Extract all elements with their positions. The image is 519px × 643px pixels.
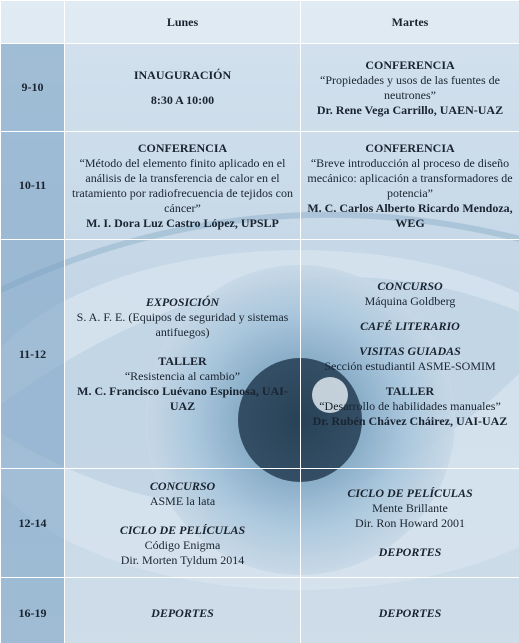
event-title: DEPORTES <box>378 605 442 620</box>
event-speaker: Dr. Rene Vega Carrillo, UAEN-UAZ <box>316 102 504 117</box>
event-title: CONFERENCIA <box>365 57 455 72</box>
monday-cell <box>65 469 301 578</box>
table-row <box>1 240 519 469</box>
event-title: EXPOSICIÓN <box>145 294 220 309</box>
event-description: S. A. F. E. (Equipos de seguridad y sistemas antifuegos) <box>76 309 289 339</box>
header-monday: Lunes <box>65 1 301 44</box>
event-time: 8:30 A 10:00 <box>150 92 215 107</box>
event-title: VISITAS GUIADAS <box>359 344 461 358</box>
tuesday-cell <box>301 132 519 240</box>
event-title: CONFERENCIA <box>137 140 228 155</box>
event-description: “Método del elemento finito aplicado en el análisis de la transferencia de calor en el tratamiento por radiofrecuencia de tejidos con cáncer” <box>72 155 293 215</box>
event-description: Máquina Goldberg <box>364 294 456 308</box>
time-cell: 9-10 <box>1 44 65 132</box>
table-row <box>1 469 519 578</box>
event-speaker: Dr. Rubén Chávez Cháirez, UAI-UAZ <box>312 414 508 428</box>
event-description: “Breve introducción al proceso de diseño mecánico: aplicación a transformadores de potencia” <box>307 155 513 200</box>
event-title: CONCURSO <box>149 478 216 493</box>
monday-cell <box>65 132 301 240</box>
time-cell: 16-19 <box>1 578 65 643</box>
header-time <box>1 1 65 44</box>
event-description: Código Enigma <box>144 537 221 552</box>
table-row <box>1 578 519 643</box>
event-director: Dir. Morten Tyldum 2014 <box>120 552 245 567</box>
tuesday-cell <box>301 240 519 469</box>
time-cell: 11-12 <box>1 240 65 469</box>
event-title: CONCURSO <box>377 279 443 293</box>
event-title: TALLER <box>158 353 207 368</box>
header-tuesday: Martes <box>301 1 519 44</box>
event-description: Sección estudiantil ASME-SOMIM <box>324 359 496 373</box>
monday-cell <box>65 240 301 469</box>
time-cell: 10-11 <box>1 132 65 240</box>
event-title: CAFÉ LITERARIO <box>360 319 460 333</box>
table-row <box>1 132 519 240</box>
event-title: DEPORTES <box>378 545 442 559</box>
event-title: CICLO DE PELÍCULAS <box>119 522 246 537</box>
event-description: “Propiedades y usos de las fuentes de neutrones” <box>320 72 500 102</box>
event-title: INAUGURACIÓN <box>133 67 232 82</box>
event-description: ASME la lata <box>149 493 216 508</box>
event-description: “Desarrollo de habilidades manuales” <box>319 399 501 413</box>
event-director: Dir. Ron Howard 2001 <box>355 516 465 530</box>
time-cell: 12-14 <box>1 469 65 578</box>
tuesday-cell <box>301 578 519 643</box>
event-title: CICLO DE PELÍCULAS <box>347 486 473 500</box>
event-description: “Resistencia al cambio” <box>124 368 241 383</box>
event-speaker: M. C. Francisco Luévano Espinosa, UAI-UAZ <box>77 383 288 413</box>
event-title: TALLER <box>385 384 435 398</box>
tuesday-cell <box>301 44 519 132</box>
event-title: DEPORTES <box>151 605 214 620</box>
event-speaker: M. C. Carlos Alberto Ricardo Mendoza, WEG <box>307 200 513 230</box>
event-description: Mente Brillante <box>372 501 448 515</box>
monday-cell <box>65 44 301 132</box>
event-title: CONFERENCIA <box>365 140 455 155</box>
tuesday-cell <box>301 469 519 578</box>
table-row <box>1 44 519 132</box>
event-speaker: M. I. Dora Luz Castro López, UPSLP <box>86 215 279 230</box>
monday-cell <box>65 578 301 643</box>
